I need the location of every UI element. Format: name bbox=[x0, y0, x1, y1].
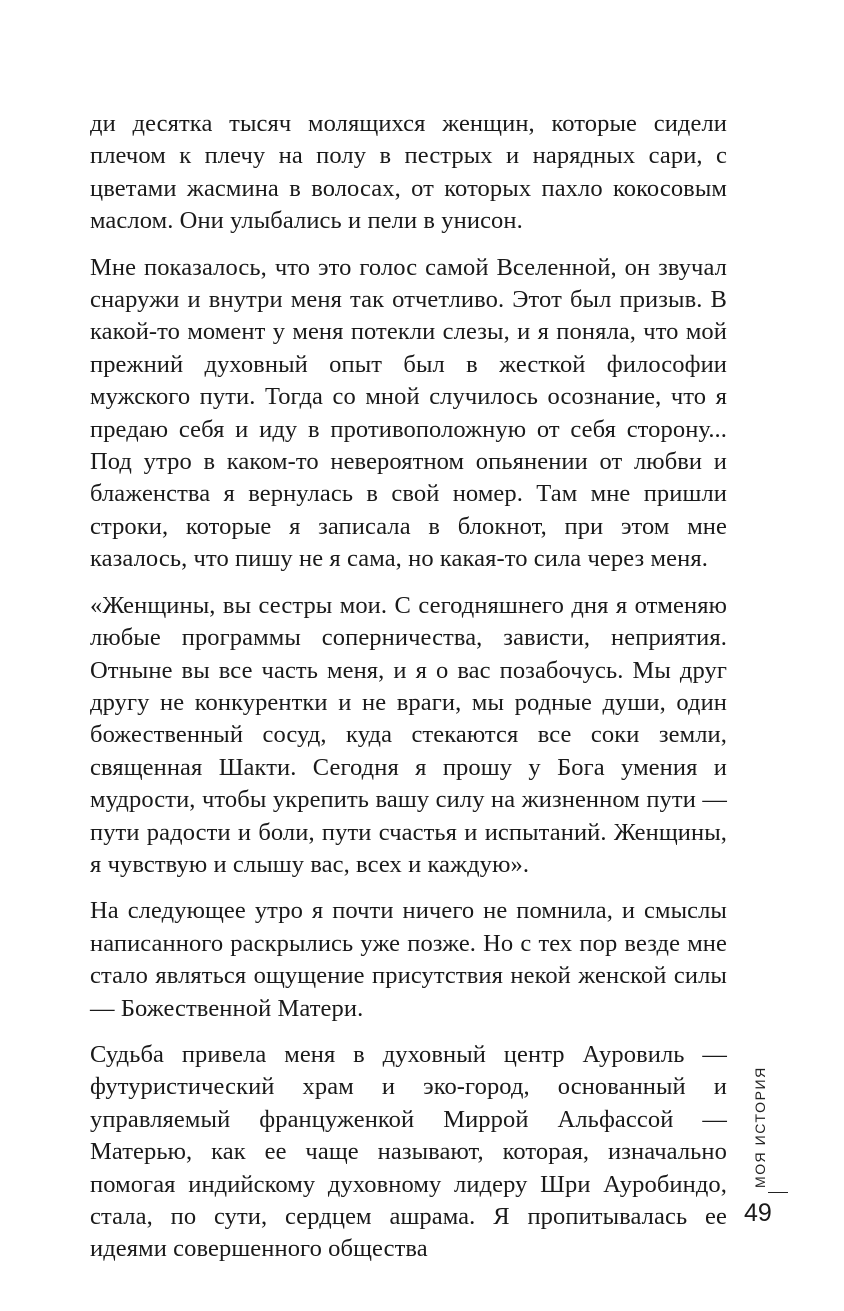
paragraph-1: ди десятка тысяч молящихся женщин, которые сидели плечом к плечу на полу в пестрых и нарядных сари, с цветами жасмина в волосах, от которых пахло кокосовым маслом. Они улыбались и пели в унисон. bbox=[90, 110, 727, 235]
paragraph-4: На следующее утро я почти ничего не помнила, и смыслы написанного раскрылись уже позже. Но с тех пор везде мне стало являться ощущение присутствия некой женской силы — Божественной Матери. bbox=[90, 897, 727, 1022]
running-header: МОЯ ИСТОРИЯ bbox=[752, 1066, 768, 1188]
paragraph-5: Судьба привела меня в духовный центр Ауровиль — футуристический храм и эко-город, основанный и управляемый француженкой Миррой Альфассой — Матерью, как ее чаще называют, которая, изначально помогая индийскому духовному лидеру Шри Ауробиндо, стала, по сути, сердцем ашрама. Я пропитывалась ее идеями совершенного общества bbox=[90, 1040, 727, 1263]
paragraph-3: «Женщины, вы сестры мои. С сегодняшнего дня я отменяю любые программы соперничества, зависти, неприятия. Отныне вы все часть меня, и я о вас позабочусь. Мы друг другу не конкурентки и не враги, мы родные души, один божественный сосуд, куда стекаются все соки земли, священная Шакти. Сегодня я прошу у Бога умения и мудрости, чтобы укрепить вашу силу на жизненном пути — пути радости и боли, пути счастья и испытаний. Женщины, я чувствую и слышу вас, всех и каждую». bbox=[90, 591, 727, 878]
paragraph-2: Мне показалось, что это голос самой Вселенной, он звучал снаружи и внутри меня так отчетливо. Этот был призыв. В какой-то момент у меня потекли слезы, и я поняла, что мой прежний духовный опыт был в жесткой философии мужского пути. Тогда со мной случилось осознание, что я предаю себя и иду в противоположную от себя сторону... Под утро в каком-то невероятном опьянении от любви и блаженства я вернулась в свой номер. Там мне пришли строки, которые я записала в блокнот, при этом мне казалось, что пишу не я сама, но какая-то сила через меня. bbox=[90, 253, 727, 573]
body-text bbox=[90, 108, 727, 1280]
page-number: 49 bbox=[744, 1199, 772, 1227]
header-divider bbox=[768, 1192, 788, 1193]
